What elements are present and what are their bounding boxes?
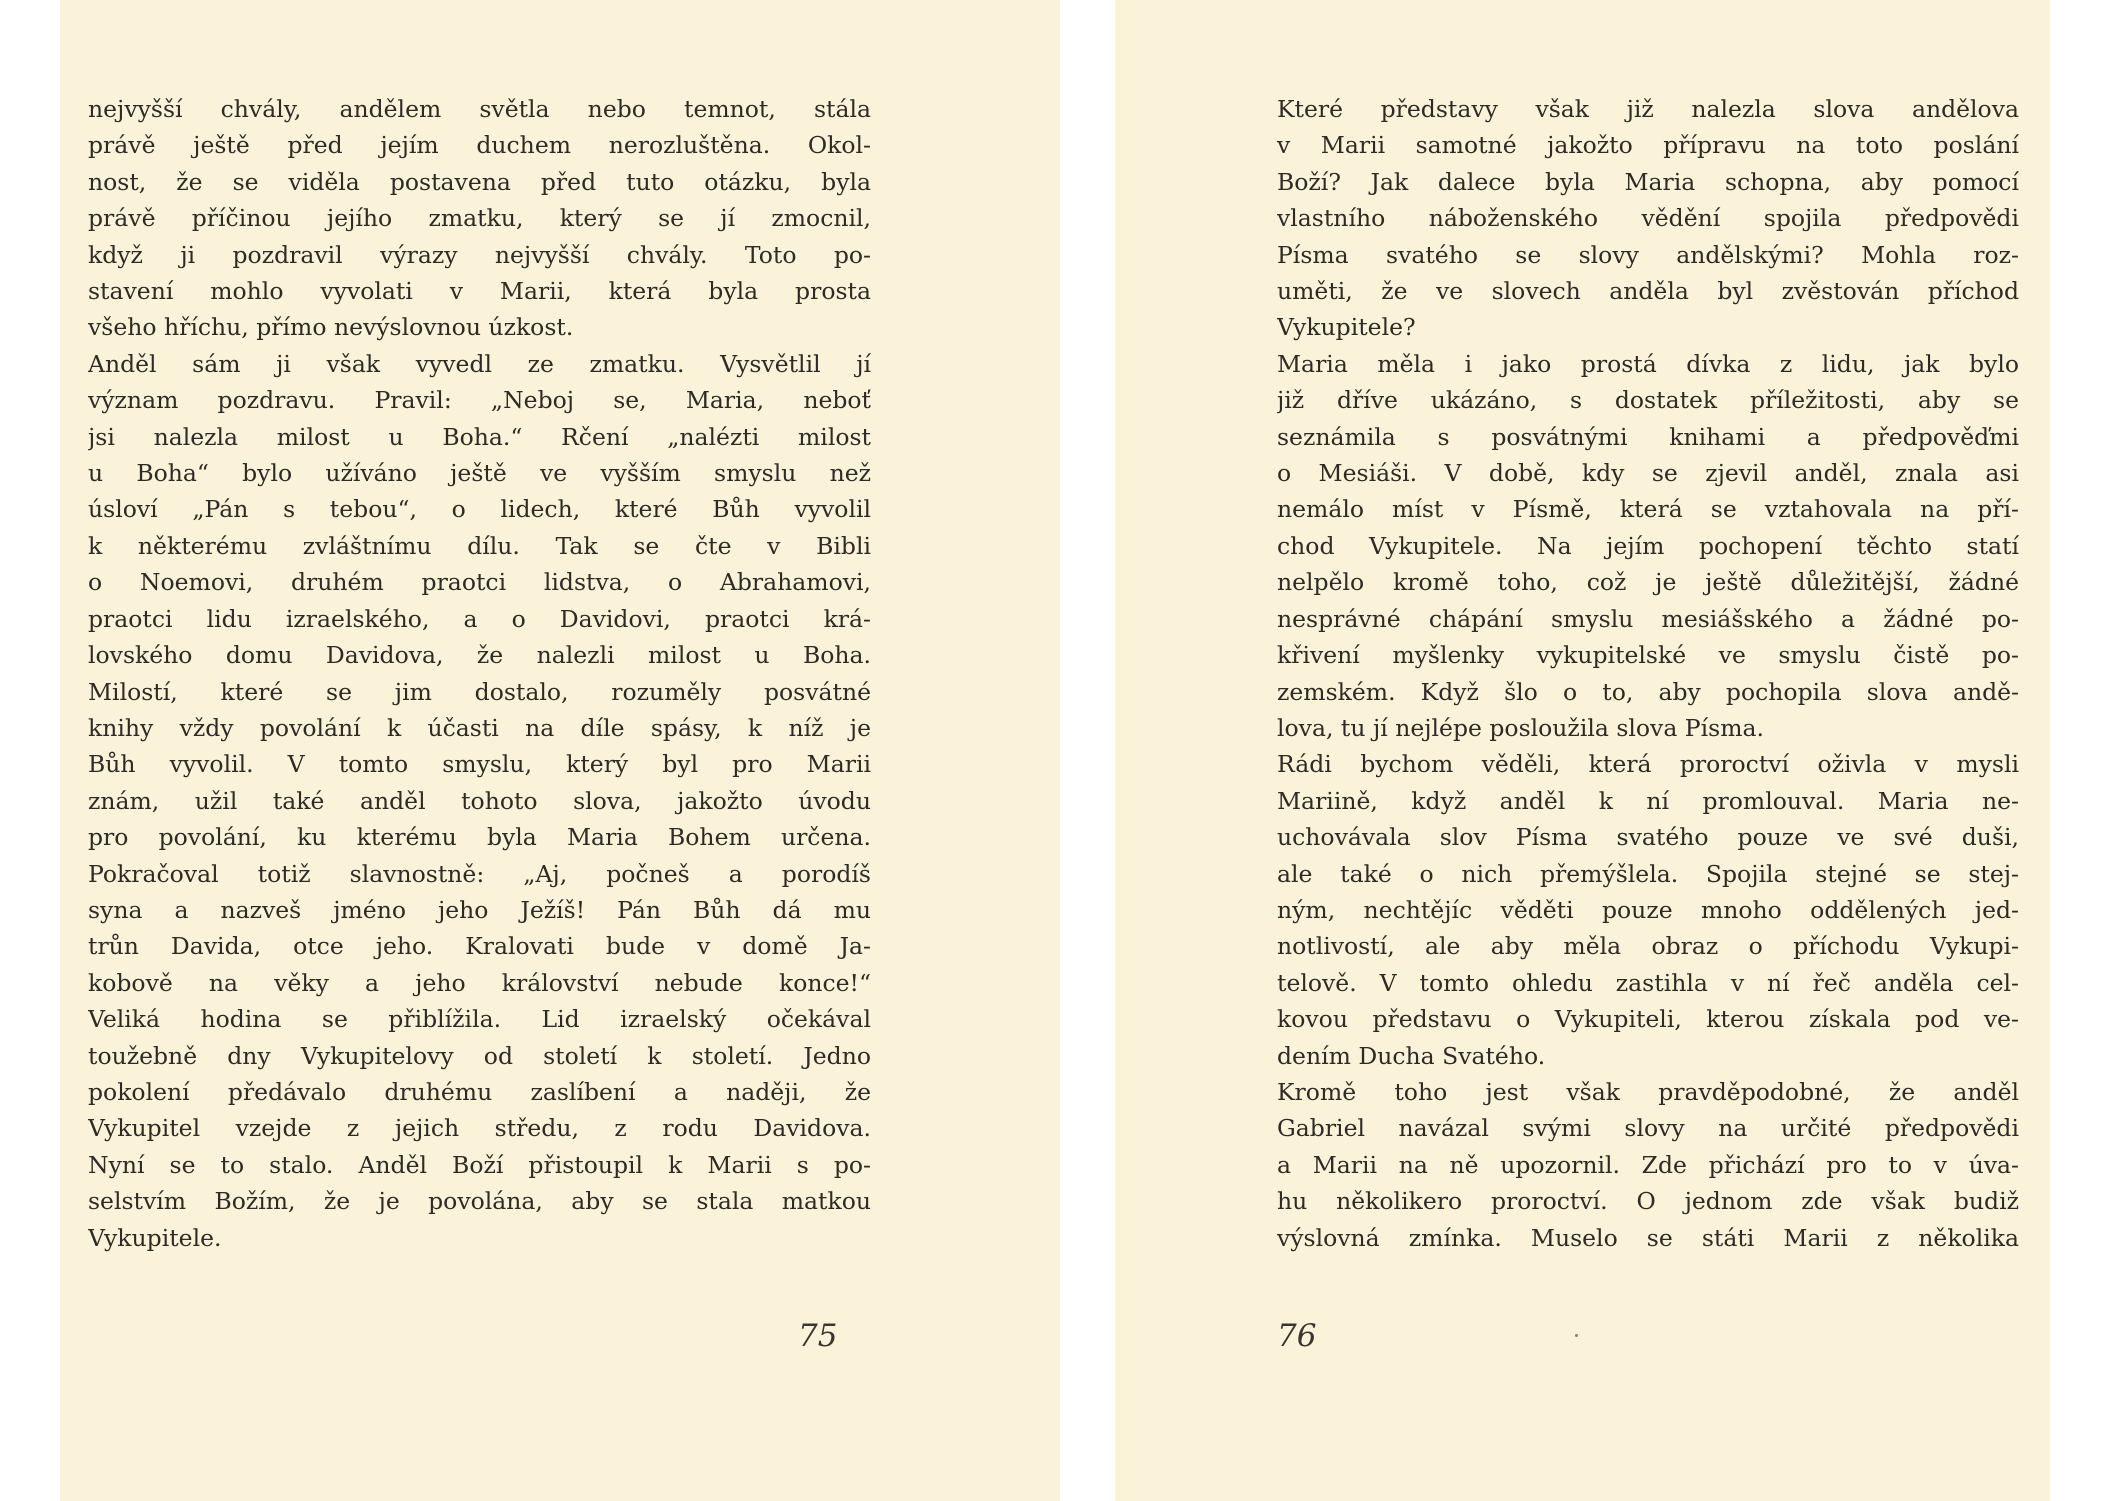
text-line: Pokračoval totiž slavnostně: „Aj, počneš a porodíš	[88, 859, 871, 888]
text-line: Veliká hodina se přiblížila. Lid izraelský očekával	[88, 1005, 871, 1034]
right-page	[1115, 0, 2050, 1501]
text-line: vlastního náboženského vědění spojila předpovědi	[1277, 204, 2019, 233]
text-line: dením Ducha Svatého.	[1277, 1041, 1546, 1070]
text-line: znám, užil také anděl tohoto slova, jakožto úvodu	[88, 786, 871, 815]
text-line: praotci lidu izraelského, a o Davidovi, praotci krá-	[88, 604, 871, 633]
text-line: Milostí, které se jim dostalo, rozuměly posvátné	[88, 677, 871, 706]
text-line: knihy vždy povolání k účasti na díle spásy, k níž je	[88, 713, 871, 742]
text-line: Bůh vyvolil. V tomto smyslu, který byl pro Marii	[88, 750, 871, 779]
text-line: lovského domu Davidova, že nalezli milost u Boha.	[88, 641, 871, 670]
text-line: nemálo míst v Písmě, která se vztahovala na pří-	[1277, 495, 2019, 524]
text-line: lova, tu jí nejlépe posloužila slova Písma.	[1277, 713, 1764, 742]
text-line: Nyní se to stalo. Anděl Boží přistoupil k Marii s po-	[88, 1150, 871, 1179]
text-line: Anděl sám ji však vyvedl ze zmatku. Vysvětlil jí	[88, 349, 871, 378]
text-line: zemském. Když šlo o to, aby pochopila slova andě-	[1277, 677, 2019, 706]
text-line: jsi nalezla milost u Boha.“ Rčení „nalézti milost	[88, 422, 871, 451]
text-line: telově. V tomto ohledu zastihla v ní řeč anděla cel-	[1277, 968, 2019, 997]
text-line: pro povolání, ku kterému byla Maria Bohem určena.	[88, 823, 871, 852]
text-line: nelpělo kromě toho, což je ještě důležitější, žádné	[1277, 568, 2019, 597]
text-line: Vykupitele?	[1277, 313, 1416, 342]
text-line: uchovávala slov Písma svatého pouze ve své duši,	[1277, 823, 2019, 852]
text-line: uměti, že ve slovech anděla byl zvěstován příchod	[1277, 277, 2019, 306]
text-line: křivení myšlenky vykupitelské ve smyslu čistě po-	[1277, 641, 2019, 670]
text-line: Vykupitele.	[88, 1223, 222, 1252]
left-page	[60, 0, 1060, 1501]
text-line: pokolení předávalo druhému zaslíbení a naději, že	[88, 1077, 871, 1106]
text-line: ale také o nich přemýšlela. Spojila stejné se stej-	[1277, 859, 2019, 888]
text-line: nejvyšší chvály, andělem světla nebo temnot, stála	[88, 95, 871, 123]
text-line: všeho hříchu, přímo nevýslovnou úzkost.	[88, 313, 574, 342]
text-line: Kromě toho jest však pravděpodobné, že anděl	[1277, 1077, 2019, 1106]
text-line: Mariině, když anděl k ní promlouval. Maria ne-	[1277, 786, 2019, 815]
text-line: když ji pozdravil výrazy nejvyšší chvály. Toto po-	[88, 240, 871, 269]
page-number: 75	[798, 1318, 838, 1354]
text-line: a Marii na ně upozornil. Zde přichází pro to v úva-	[1277, 1150, 2019, 1179]
text-line: již dříve ukázáno, s dostatek příležitosti, aby se	[1277, 386, 2019, 415]
text-line: toužebně dny Vykupitelovy od století k století. Jedno	[88, 1041, 871, 1070]
text-line: stavení mohlo vyvolati v Marii, která byla prosta	[88, 277, 871, 306]
text-line: hu několikero proroctví. O jednom zde však budiž	[1277, 1187, 2019, 1216]
text-line: ným, nechtějíc věděti pouze mnoho oddělených jed-	[1277, 895, 2019, 924]
text-line: Rádi bychom věděli, která proroctví oživla v mysli	[1277, 750, 2019, 779]
text-line: syna a nazveš jméno jeho Ježíš! Pán Bůh dá mu	[88, 895, 871, 924]
text-line: výslovná zmínka. Muselo se státi Marii z několika	[1277, 1223, 2019, 1252]
text-line: seznámila s posvátnými knihami a předpověďmi	[1277, 422, 2019, 451]
text-line: selstvím Božím, že je povolána, aby se stala matkou	[88, 1187, 871, 1216]
left-page-text	[88, 91, 871, 1256]
text-line: trůn Davida, otce jeho. Kralovati bude v domě Ja-	[88, 932, 871, 961]
text-line: úsloví „Pán s tebou“, o lidech, které Bůh vyvolil	[88, 495, 871, 524]
text-line: právě příčinou jejího zmatku, který se jí zmocnil,	[88, 204, 871, 233]
right-page-text	[1277, 91, 2019, 1256]
paper-speck	[1575, 1334, 1578, 1337]
text-line: v Marii samotné jakožto přípravu na toto poslání	[1277, 131, 2019, 160]
text-line: význam pozdravu. Pravil: „Neboj se, Maria, neboť	[88, 386, 871, 415]
text-line: nesprávné chápání smyslu mesiášského a žádné po-	[1277, 604, 2019, 633]
text-line: o Noemovi, druhém praotci lidstva, o Abrahamovi,	[88, 568, 871, 597]
text-line: Vykupitel vzejde z jejich středu, z rodu Davidova.	[88, 1114, 871, 1143]
text-line: Gabriel navázal svými slovy na určité předpovědi	[1277, 1114, 2019, 1143]
text-line: Maria měla i jako prostá dívka z lidu, jak bylo	[1277, 349, 2019, 378]
text-line: k některému zvláštnímu dílu. Tak se čte v Bibli	[88, 531, 871, 560]
text-line: notlivostí, ale aby měla obraz o příchodu Vykupi-	[1277, 932, 2019, 961]
text-line: chod Vykupitele. Na jejím pochopení těchto statí	[1277, 531, 2019, 560]
text-line: o Mesiáši. V době, kdy se zjevil anděl, znala asi	[1277, 459, 2019, 488]
text-line: Písma svatého se slovy andělskými? Mohla roz-	[1277, 240, 2019, 269]
text-line: nost, že se viděla postavena před tuto otázku, byla	[88, 167, 871, 196]
text-line: kovou představu o Vykupiteli, kterou získala pod ve-	[1277, 1005, 2019, 1034]
page-number: 76	[1277, 1318, 1317, 1354]
text-line: Které představy však již nalezla slova andělova	[1277, 95, 2019, 123]
text-line: kobově na věky a jeho království nebude konce!“	[88, 968, 871, 997]
text-line: u Boha“ bylo užíváno ještě ve vyšším smyslu než	[88, 459, 871, 488]
text-line: Boží? Jak dalece byla Maria schopna, aby pomocí	[1277, 167, 2019, 196]
text-line: právě ještě před jejím duchem nerozluštěna. Okol-	[88, 131, 871, 160]
